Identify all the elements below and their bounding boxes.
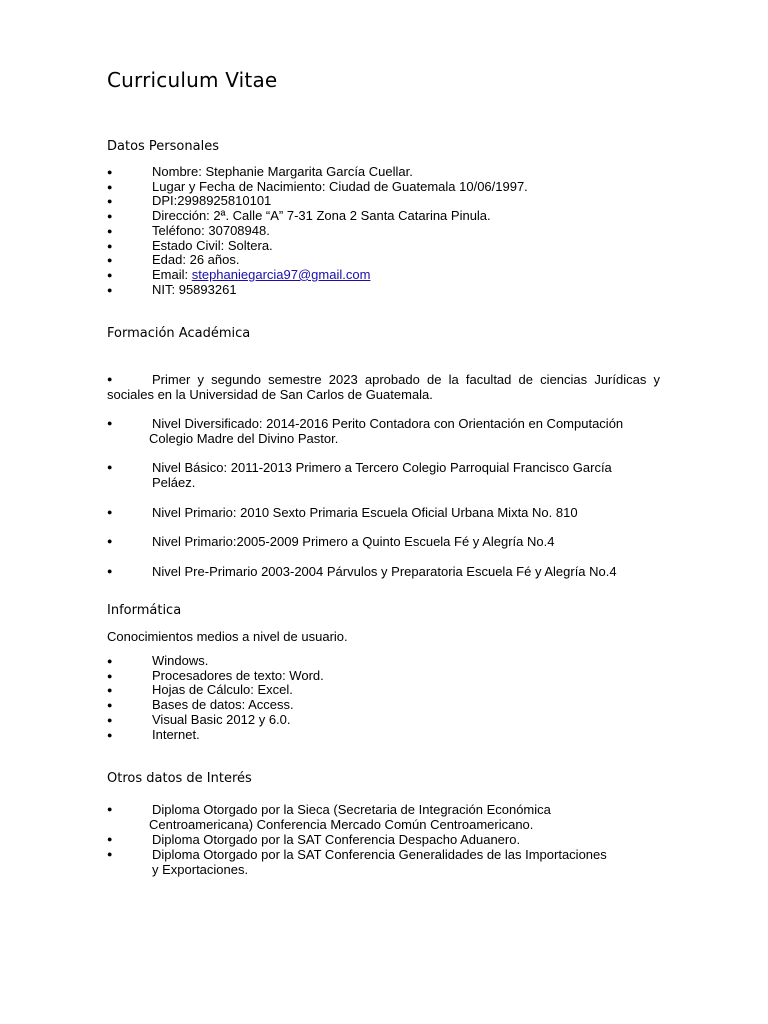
education-item — [0, 372, 768, 402]
informatics-intro: Conocimientos medios a nivel de usuario. — [107, 629, 348, 644]
education-item — [0, 534, 768, 549]
heading-informatics: Informática — [107, 603, 182, 618]
list-item: ● Teléfono: 30708948. — [0, 224, 768, 239]
list-item: ● Hojas de Cálculo: Excel. — [0, 683, 768, 698]
education-line-cont: Colegio Madre del Divino Pastor. — [149, 431, 339, 446]
heading-personal: Datos Personales — [107, 139, 219, 154]
education-line: ● Nivel Pre-Primario 2003-2004 Párvulos y Preparatoria Escuela Fé y Alegría No.4 — [0, 564, 768, 579]
heading-other: Otros datos de Interés — [107, 771, 252, 786]
other-line: ● Diploma Otorgado por la SAT Conferencia Despacho Aduanero. — [0, 832, 768, 847]
list-item: ● Windows. — [0, 654, 768, 669]
list-item-nit: ● NIT: 95893261 — [0, 283, 768, 298]
personal-list — [0, 165, 768, 297]
other-line-cont: Centroamericana) Conferencia Mercado Común Centroamericano. — [149, 817, 534, 832]
education-item — [0, 416, 768, 446]
other-line: ● Diploma Otorgado por la Sieca (Secretaria de Integración Económica — [0, 802, 768, 817]
other-line: ● Diploma Otorgado por la SAT Conferencia Generalidades de las Importaciones — [0, 847, 768, 862]
education-item — [0, 505, 768, 520]
informatics-list — [0, 654, 768, 742]
list-item: ● Dirección: 2ª. Calle “A” 7-31 Zona 2 Santa Catarina Pinula. — [0, 209, 768, 224]
list-item-email — [0, 268, 768, 283]
list-item: ● Lugar y Fecha de Nacimiento: Ciudad de Guatemala 10/06/1997. — [0, 180, 768, 195]
list-item: ● Visual Basic 2012 y 6.0. — [0, 713, 768, 728]
heading-education: Formación Académica — [107, 326, 251, 341]
other-line-cont: y Exportaciones. — [152, 862, 249, 877]
other-list — [0, 802, 768, 877]
education-line: ● Nivel Básico: 2011-2013 Primero a Tercero Colegio Parroquial Francisco García — [0, 460, 768, 475]
education-item — [0, 564, 768, 579]
list-item: ● Edad: 26 años. — [0, 253, 768, 268]
list-item: ● Nombre: Stephanie Margarita García Cuellar. — [0, 165, 768, 180]
education-line: ● Nivel Primario:2005-2009 Primero a Quinto Escuela Fé y Alegría No.4 — [0, 534, 768, 549]
email-label: Email: — [152, 266, 192, 282]
education-item — [0, 460, 768, 490]
list-item: ● Internet. — [0, 728, 768, 743]
list-item: ● Bases de datos: Access. — [0, 698, 768, 713]
list-item: ● Procesadores de texto: Word. — [0, 669, 768, 684]
list-item: ● Estado Civil: Soltera. — [0, 239, 768, 254]
education-line: ● Nivel Diversificado: 2014-2016 Perito Contadora con Orientación en Computación — [0, 416, 768, 431]
education-line: ● Primer y segundo semestre 2023 aprobado de la facultad de ciencias Jurídicas y — [0, 372, 768, 387]
document-title: Curriculum Vitae — [107, 68, 278, 92]
list-item: ● DPI:2998925810101 — [0, 194, 768, 209]
education-line-cont: Peláez. — [152, 475, 196, 490]
education-line: ● Nivel Primario: 2010 Sexto Primaria Escuela Oficial Urbana Mixta No. 810 — [0, 505, 768, 520]
email-link[interactable]: stephaniegarcia97@gmail.com — [191, 266, 371, 282]
education-line-cont: sociales en la Universidad de San Carlos de Guatemala. — [107, 387, 433, 402]
